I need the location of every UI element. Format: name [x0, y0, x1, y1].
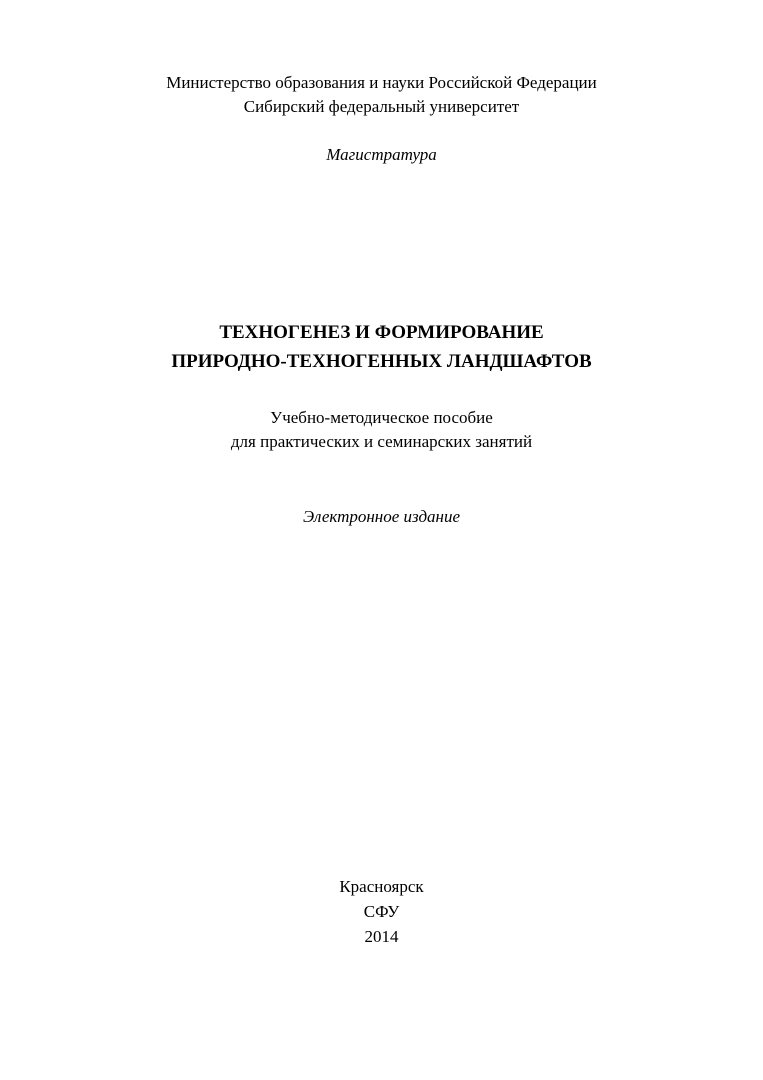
- publisher: СФУ: [363, 902, 400, 921]
- book-type: Учебно-методическое пособие: [270, 408, 493, 427]
- publication-city: Красноярск: [339, 877, 424, 896]
- book-purpose: для практических и семинарских занятий: [230, 432, 533, 451]
- publication-year: 2014: [364, 927, 399, 946]
- university-name: Сибирский федеральный университет: [243, 97, 520, 116]
- book-title-line-2: ПРИРОДНО-ТЕХНОГЕННЫХ ЛАНДШАФТОВ: [171, 351, 592, 372]
- edition-note: Электронное издание: [302, 507, 461, 526]
- book-title-line-1: ТЕХНОГЕНЕЗ И ФОРМИРОВАНИЕ: [219, 322, 544, 343]
- ministry-name: Министерство образования и науки Российской Федерации: [166, 73, 597, 92]
- program-level: Магистратура: [326, 145, 437, 164]
